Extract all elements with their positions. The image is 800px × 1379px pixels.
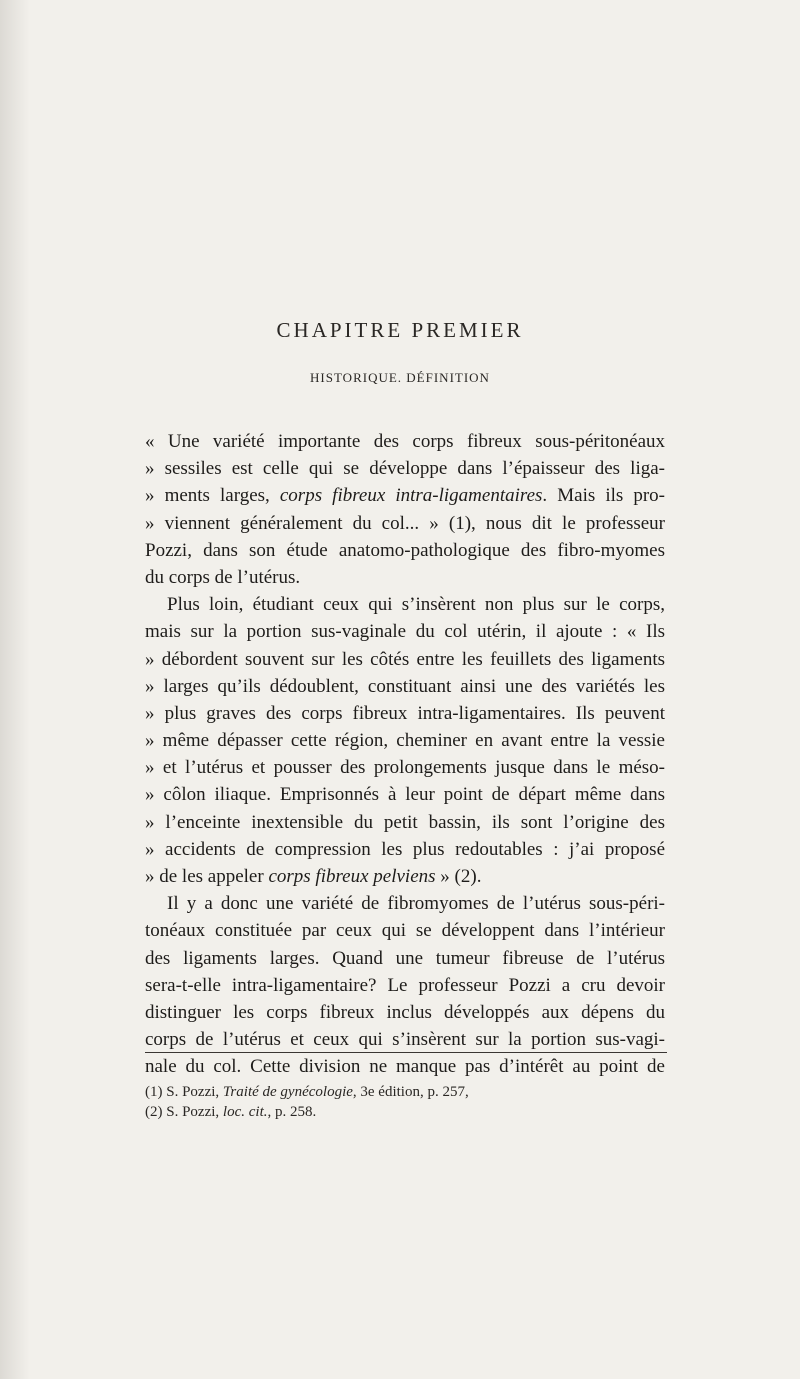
text-line: du corps de l’utérus. bbox=[145, 566, 301, 588]
text-line: » viennent généralement du col... » (1), nous dit le professeur bbox=[145, 512, 665, 534]
chapter-subtitle: HISTORIQUE. DÉFINITION bbox=[310, 370, 490, 385]
text-line: tonéaux constituée par ceux qui se développent dans l’intérieur bbox=[145, 920, 665, 942]
text-line: des ligaments larges. Quand une tumeur fibreuse de l’utérus bbox=[145, 947, 665, 969]
text-line: Pozzi, dans son étude anatomo-pathologique des fibro-myomes bbox=[145, 539, 665, 561]
text-line: » l’enceinte inextensible du petit bassin, ils sont l’origine des bbox=[145, 811, 665, 833]
text-line: » même dépasser cette région, cheminer en avant entre la vessie bbox=[145, 730, 665, 752]
text-line: « Une variété importante des corps fibreux sous-péritonéaux bbox=[145, 431, 665, 452]
text-line: sera-t-elle intra-ligamentaire? Le professeur Pozzi a cru devoir bbox=[145, 974, 665, 996]
text-line: » plus graves des corps fibreux intra-ligamentaires. Ils peuvent bbox=[145, 702, 665, 724]
text-line: nale du col. Cette division ne manque pas d’intérêt au point de bbox=[145, 1056, 665, 1078]
footnotes bbox=[145, 1082, 665, 1122]
footnote: (2) S. Pozzi, loc. cit., p. 258. bbox=[145, 1104, 317, 1120]
body-text bbox=[145, 428, 665, 1081]
text-line: » accidents de compression les plus redoutables : j’ai proposé bbox=[145, 838, 665, 860]
text-line: distinguer les corps fibreux inclus développés aux dépens du bbox=[145, 1001, 665, 1023]
text-line: » de les appeler corps fibreux pelviens » (2). bbox=[145, 866, 482, 887]
footnote: (1) S. Pozzi, Traité de gynécologie, 3e édition, p. 257, bbox=[145, 1084, 469, 1100]
page-edge-shadow bbox=[0, 0, 30, 1379]
text-line: » débordent souvent sur les côtés entre les feuillets des ligaments bbox=[145, 648, 665, 670]
chapter-title: CHAPITRE PREMIER bbox=[276, 318, 524, 342]
text-line: mais sur la portion sus-vaginale du col utérin, il ajoute : « Ils bbox=[145, 621, 665, 643]
text-line: » côlon iliaque. Emprisonnés à leur point de départ même dans bbox=[145, 784, 665, 806]
text-line: Plus loin, étudiant ceux qui s’insèrent non plus sur le corps, bbox=[167, 594, 665, 616]
footnote-divider bbox=[145, 1052, 667, 1053]
text-line: » larges qu’ils dédoublent, constituant ainsi une des variétés les bbox=[145, 675, 665, 697]
text-line: corps de l’utérus et ceux qui s’insèrent sur la portion sus-vagi- bbox=[145, 1029, 665, 1051]
text-line: » ments larges, corps fibreux intra-ligamentaires. Mais ils pro- bbox=[145, 485, 665, 507]
text-line: » et l’utérus et pousser des prolongements jusque dans le méso- bbox=[145, 757, 665, 779]
text-line: » sessiles est celle qui se développe dans l’épaisseur des liga- bbox=[145, 458, 665, 480]
text-line: Il y a donc une variété de fibromyomes de l’utérus sous-péri- bbox=[167, 893, 665, 915]
